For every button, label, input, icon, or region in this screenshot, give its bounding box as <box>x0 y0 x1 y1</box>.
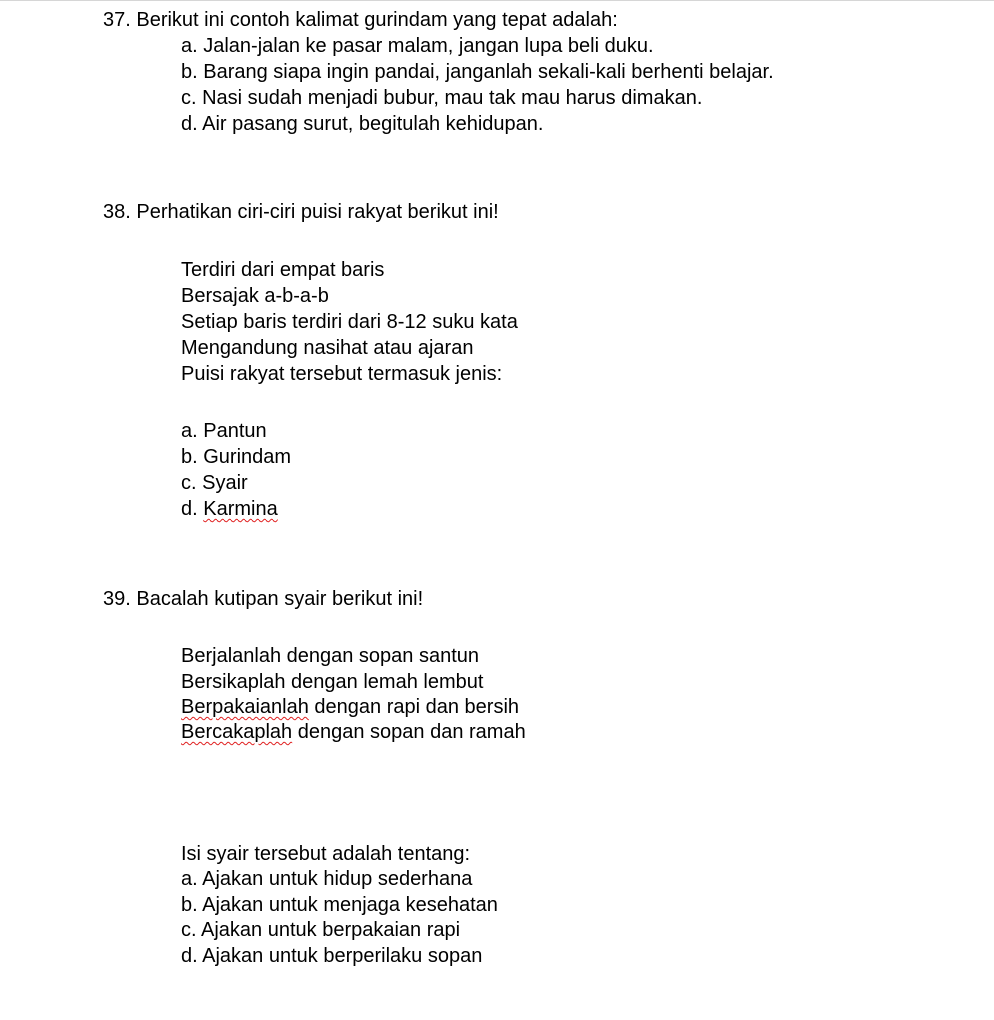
q39-option-a: a. Ajakan untuk hidup sederhana <box>181 868 473 890</box>
q39-verse-4-rest: dengan sopan dan ramah <box>292 721 526 743</box>
spellcheck-word-karmina: Karmina <box>203 498 278 520</box>
q39-option-b: b. Ajakan untuk menjaga kesehatan <box>181 894 498 916</box>
q38-feature-3: Setiap baris terdiri dari 8-12 suku kata <box>181 311 518 333</box>
q38-option-b: b. Gurindam <box>181 446 292 468</box>
q38-option-d-prefix: d. <box>181 498 204 520</box>
question-38: 38. Perhatikan ciri-ciri puisi rakyat berikut ini! <box>103 201 499 223</box>
question-39: 39. Bacalah kutipan syair berikut ini! <box>103 588 424 610</box>
q38-option-d <box>181 496 278 522</box>
q37-option-b: b. Barang siapa ingin pandai, janganlah sekali-kali berhenti belajar. <box>181 61 774 83</box>
q39-option-d: d. Ajakan untuk berperilaku sopan <box>181 945 483 967</box>
q38-option-a: a. Pantun <box>181 420 267 442</box>
q39-verse-3-rest: dengan rapi dan bersih <box>308 696 520 718</box>
q39-verse-2: Bersikaplah dengan lemah lembut <box>181 671 484 693</box>
q38-prompt: Puisi rakyat tersebut termasuk jenis: <box>181 363 503 385</box>
q38-feature-2: Bersajak a-b-a-b <box>181 285 329 307</box>
question-37: 37. Berikut ini contoh kalimat gurindam yang tepat adalah: <box>103 9 618 31</box>
q39-prompt: Isi syair tersebut adalah tentang: <box>181 843 471 865</box>
q39-verse-3 <box>181 694 519 720</box>
q37-option-c: c. Nasi sudah menjadi bubur, mau tak mau harus dimakan. <box>181 87 703 109</box>
q39-verse-4 <box>181 719 526 745</box>
q37-option-d: d. Air pasang surut, begitulah kehidupan. <box>181 113 544 135</box>
q39-verse-1: Berjalanlah dengan sopan santun <box>181 645 480 667</box>
q37-option-a: a. Jalan-jalan ke pasar malam, jangan lupa beli duku. <box>181 35 654 57</box>
q38-feature-4: Mengandung nasihat atau ajaran <box>181 337 474 359</box>
page-top-border <box>0 0 994 1</box>
q38-feature-1: Terdiri dari empat baris <box>181 259 385 281</box>
q39-option-c: c. Ajakan untuk berpakaian rapi <box>181 919 461 941</box>
q38-option-c: c. Syair <box>181 472 248 494</box>
spellcheck-word-bercakaplah: Bercakaplah <box>181 721 293 743</box>
spellcheck-word-berpakaianlah: Berpakaianlah <box>181 696 309 718</box>
